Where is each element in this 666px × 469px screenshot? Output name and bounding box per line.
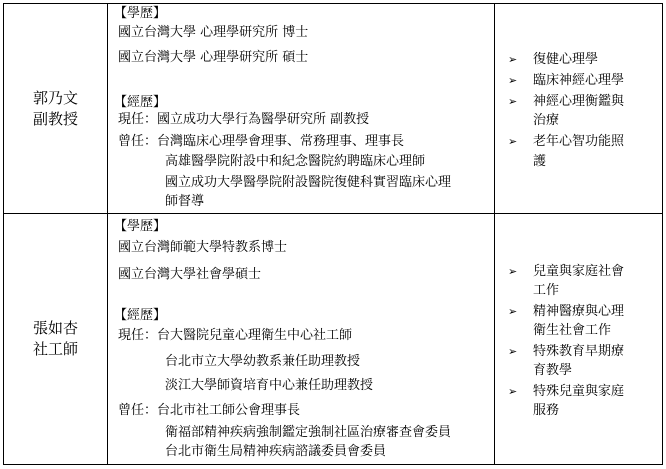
row1-edu-1: 國立台灣大學 心理學研究所 博士 [118,25,309,40]
row1-exp-1: 現任：國立成功大學行為醫學研究所 副教授 [118,112,370,127]
row1-exp-header: 【經歷】 [114,95,167,110]
row1-specialty-3-cont: 治療 [533,113,560,128]
row2-exp-6: 台北市衛生局精神疾病諮議委員會委員 [165,444,387,459]
row2-exp-3: 淡江大學師資培育中心兼任助理教授 [165,378,374,393]
row1-title: 副教授 [32,109,78,128]
row1-exp-4: 國立成功大學醫學院附設醫院復健科實習臨床心理 [165,175,452,190]
arrow-bullet-icon: ➢ [508,385,518,398]
row1-edu-2: 國立台灣大學 心理學研究所 碩士 [118,50,309,65]
row2-specialty-1-cont: 工作 [533,283,560,298]
row2-title: 社工師 [32,339,78,358]
row2-specialty-2: 精神醫療與心理 [533,304,625,319]
row2-exp-4: 曾任：台北市社工師公會理事長 [118,403,301,418]
arrow-bullet-icon: ➢ [508,265,518,278]
row1-exp-5: 師督導 [165,194,205,209]
row1-specialty-1: 復健心理學 [533,52,599,67]
row2-edu-2: 國立台灣大學社會學碩士 [118,267,262,282]
faculty-table [3,3,663,465]
arrow-bullet-icon: ➢ [508,305,518,318]
row2-specialty-4: 特殊兒童與家庭 [533,384,625,399]
row1-specialty-2: 臨床神經心理學 [533,73,625,88]
row1-exp-3: 高雄醫學院附設中和紀念醫院約聘臨床心理師 [165,154,426,169]
row2-specialty-1: 兒童與家庭社會 [533,264,625,279]
row2-exp-header: 【經歷】 [114,308,167,323]
row2-edu-header: 【學歷】 [114,219,167,234]
row1-specialty-3: 神經心理衡鑑與 [533,94,625,109]
row2-exp-2: 台北市立大學幼教系兼任助理教授 [165,354,361,369]
arrow-bullet-icon: ➢ [508,95,518,108]
row1-specialty-4: 老年心智功能照 [533,134,625,149]
row2-name-cell [4,213,107,464]
row2-edu-1: 國立台灣師範大學特教系博士 [118,240,288,255]
row1-exp-2: 曾任：台灣臨床心理學會理事、常務理事、理事長 [118,134,405,149]
row2-exp-1: 現任：台大醫院兒童心理衛生中心社工師 [118,328,353,343]
row2-specialty-2-cont: 衛生社會工作 [533,323,612,338]
arrow-bullet-icon: ➢ [508,74,518,87]
row2-specialty-4-cont: 服務 [533,403,560,418]
arrow-bullet-icon: ➢ [508,53,518,66]
arrow-bullet-icon: ➢ [508,135,518,148]
column-divider-1 [107,4,108,464]
row2-name: 張如杏 [32,318,78,337]
row1-name: 郭乃文 [32,88,78,107]
row1-edu-header: 【學歷】 [114,6,167,21]
arrow-bullet-icon: ➢ [508,345,518,358]
row1-specialty-4-cont: 護 [533,154,547,169]
row2-specialty-3-cont: 育教學 [533,363,573,378]
row1-name-cell [4,4,107,213]
row2-specialty-3: 特殊教育早期療 [533,344,625,359]
row2-exp-5: 衛福部精神疾病強制鑑定強制社區治療審查會委員 [165,425,452,440]
column-divider-2 [494,4,495,464]
